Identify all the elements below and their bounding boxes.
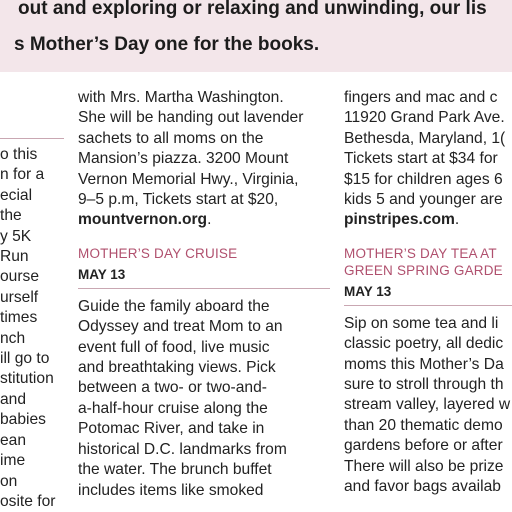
link-suffix: . <box>454 211 460 229</box>
section-date-cruise: MAY 13 <box>78 266 126 282</box>
text-line: between a two- or two-and- <box>78 379 267 397</box>
text-line: Vernon Memorial Hwy., Virginia, <box>78 170 299 188</box>
text-line: on <box>0 472 18 490</box>
text-line: includes items like smoked <box>78 481 264 499</box>
banner-line-1: out and exploring or relaxing and unwinding, our lis <box>18 0 487 19</box>
text-line: fingers and mac and c <box>344 89 498 106</box>
text-line: Tickets start at $34 for <box>344 150 498 168</box>
text-line: 11920 Grand Park Ave. <box>344 109 505 127</box>
section-heading-cruise: MOTHER’S DAY CRUISE <box>78 245 238 261</box>
text-line: Run <box>0 248 29 266</box>
text-line: Potomac River, and take in <box>78 420 265 438</box>
text-line: Mansion’s piazza. 3200 Mount <box>78 150 289 168</box>
text-line: and favor bags availab <box>344 478 501 496</box>
intro-banner <box>0 0 512 72</box>
text-line: ime <box>0 452 26 470</box>
column-right-intro <box>344 88 512 210</box>
text-line: ecial <box>0 186 33 204</box>
column-middle-intro <box>78 88 340 210</box>
section-heading-tea-line1: MOTHER’S DAY TEA AT <box>344 245 497 261</box>
text-line: Sip on some tea and li <box>344 314 499 332</box>
text-line: a-half-hour cruise along the <box>78 399 268 417</box>
link-suffix: . <box>207 211 212 229</box>
text-line: y 5K <box>0 227 32 245</box>
mountvernon-link[interactable]: mountvernon.org <box>78 211 208 229</box>
intro-link-line <box>78 210 340 230</box>
section-rule <box>344 305 512 306</box>
text-line: Odyssey and treat Mom to an <box>78 318 283 336</box>
text-line: the water. The brunch buffet <box>78 461 272 479</box>
text-line: kids 5 and younger are <box>344 191 503 209</box>
section-heading-tea-line2: GREEN SPRING GARDE <box>344 262 503 278</box>
column-rule <box>0 138 64 139</box>
text-line: ill go to <box>0 350 50 368</box>
text-line: Bethesda, Maryland, 1( <box>344 129 506 147</box>
pinstripes-link[interactable]: pinstripes.com <box>344 211 455 229</box>
column-left-body <box>0 145 64 512</box>
text-line: historical D.C. landmarks from <box>78 440 287 458</box>
text-line: ourse <box>0 268 40 286</box>
column-middle <box>78 88 340 512</box>
text-line: There will also be prize <box>344 457 504 475</box>
text-line: and <box>0 390 27 408</box>
text-line: event full of food, live music <box>78 338 270 356</box>
text-line: She will be handing out lavender <box>78 109 304 127</box>
text-line: moms this Mother’s Da <box>344 355 504 373</box>
text-line: the <box>0 207 22 225</box>
text-line: with Mrs. Martha Washington. <box>78 89 284 106</box>
text-line: sure to stroll through th <box>344 376 504 394</box>
intro-link-line <box>344 210 512 230</box>
text-line: ean <box>0 431 27 449</box>
banner-line-2: s Mother’s Day one for the books. <box>14 34 320 55</box>
text-line: n for a <box>0 166 45 184</box>
text-line: stream valley, layered w <box>344 396 511 414</box>
text-line: $15 for children ages 6 <box>344 170 503 188</box>
column-left <box>0 88 64 512</box>
text-line: Guide the family aboard the <box>78 297 270 315</box>
text-line: nch <box>0 329 26 347</box>
text-line: sachets to all moms on the <box>78 129 264 147</box>
column-middle-body <box>78 297 340 501</box>
column-right <box>344 88 512 512</box>
text-line: babies <box>0 411 46 429</box>
section-rule <box>78 288 330 289</box>
text-line: and breathtaking views. Pick <box>78 359 276 377</box>
text-line: gardens before or after <box>344 437 503 455</box>
section-date-tea: MAY 13 <box>344 283 392 299</box>
text-line: classic poetry, all dedic <box>344 335 504 353</box>
text-line: times <box>0 309 38 327</box>
column-right-body <box>344 314 512 498</box>
text-line: urself <box>0 288 39 306</box>
text-line: than 20 thematic demo <box>344 416 503 434</box>
text-line: osite for <box>0 492 56 510</box>
text-line: 9–5 p.m, Tickets start at $20, <box>78 191 279 209</box>
text-line: stitution <box>0 370 54 388</box>
text-line: o this <box>0 146 38 163</box>
